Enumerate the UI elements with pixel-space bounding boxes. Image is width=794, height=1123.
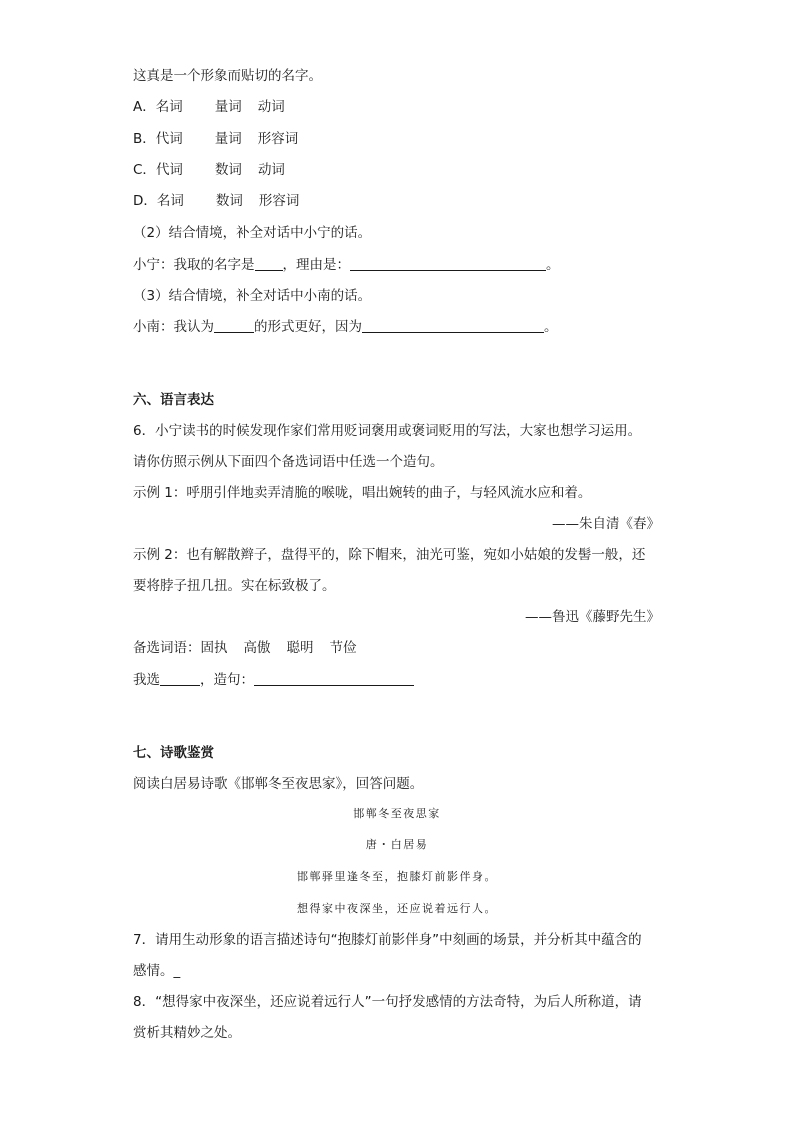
section6-heading: 六、语言表达 xyxy=(133,392,214,408)
answer-blank[interactable] xyxy=(255,256,283,271)
poem-author: 唐・白居易 xyxy=(365,838,429,851)
xiaoning-end: 。 xyxy=(546,257,560,273)
answer-blank[interactable] xyxy=(362,318,544,333)
xiaonan-text: 小南：我认为 xyxy=(133,319,214,335)
option-d xyxy=(133,191,299,211)
option-word: 数词 xyxy=(214,162,242,178)
option-word: 形容词 xyxy=(257,131,299,147)
xiaonan-end: 。 xyxy=(544,319,558,335)
option-word: 形容词 xyxy=(258,193,300,209)
q6-text-2: 请你仿照示例从下面四个备选词语中任选一个造句。 xyxy=(133,454,444,470)
option-word: 量词 xyxy=(214,131,242,147)
answer-blank[interactable] xyxy=(160,671,200,686)
answer-blank[interactable] xyxy=(350,256,546,271)
option-word: 名词 xyxy=(155,99,183,115)
candidate-word: 节俭 xyxy=(329,640,357,656)
q8-text-2: 赏析其精妙之处。 xyxy=(133,1025,241,1041)
answer-blank[interactable] xyxy=(214,318,254,333)
q5-sub3: （3）结合情境，补全对话中小南的话。 xyxy=(133,288,372,304)
option-word: 代词 xyxy=(155,162,183,178)
option-letter: B． xyxy=(133,131,156,147)
option-letter: C． xyxy=(133,162,156,178)
q8-text-1: 8．“想得家中夜深坐，还应说着远行人”一句抒发感情的方法奇特，为后人所称道，请 xyxy=(133,994,642,1010)
poem-line-2: 想得家中夜深坐，还应说着远行人。 xyxy=(297,902,497,915)
option-c xyxy=(133,160,285,180)
q7-text-1: 7．请用生动形象的语言描述诗句“抱膝灯前影伴身”中刻画的场景，并分析其中蕴含的 xyxy=(133,932,642,948)
candidate-word: 固执 xyxy=(200,640,228,656)
poem-line-1: 邯郸驿里逢冬至，抱膝灯前影伴身。 xyxy=(297,870,497,883)
q5-intro: 这真是一个形象而贴切的名字。 xyxy=(133,68,322,84)
option-letter: A． xyxy=(133,99,156,115)
candidates-label: 备选词语： xyxy=(133,640,201,656)
answer-blank[interactable] xyxy=(254,671,414,686)
xiaonan-text-2: 的形式更好，因为 xyxy=(254,319,362,335)
poem-title: 邯郸冬至夜思家 xyxy=(353,807,441,820)
q6-text-1: 6．小宁读书的时候发现作家们常用贬词褒用或褒词贬用的写法，大家也想学习运用。 xyxy=(133,423,642,439)
example-1: 示例 1：呼朋引伴地卖弄清脆的喉咙，唱出婉转的曲子，与轻风流水应和着。 xyxy=(133,485,592,501)
example-2-line-1: 示例 2：也有解散辫子，盘得平的，除下帽来，油光可鉴，宛如小姑娘的发髻一般，还 xyxy=(133,547,646,563)
xiaoning-text: 小宁：我取的名字是 xyxy=(133,257,255,273)
example-1-source: ——朱自清《春》 xyxy=(552,516,660,532)
section7-heading: 七、诗歌鉴赏 xyxy=(133,745,214,761)
xiaoning-line xyxy=(133,255,560,275)
section7-intro: 阅读白居易诗歌《邯郸冬至夜思家》，回答问题。 xyxy=(133,776,424,792)
option-word: 量词 xyxy=(214,99,242,115)
choose-text-2: ，造句： xyxy=(200,672,254,688)
xiaonan-line xyxy=(133,317,558,337)
option-word: 数词 xyxy=(215,193,243,209)
option-word: 动词 xyxy=(257,162,285,178)
example-2-source: ——鲁迅《藤野先生》 xyxy=(525,609,660,625)
choose-text: 我选 xyxy=(133,672,160,688)
example-2-line-2: 要将脖子扭几扭。实在标致极了。 xyxy=(133,578,336,594)
q5-sub2: （2）结合情境，补全对话中小宁的话。 xyxy=(133,225,372,241)
xiaoning-text-2: ，理由是： xyxy=(282,257,350,273)
option-a xyxy=(133,97,285,117)
choose-line xyxy=(133,670,414,690)
option-b xyxy=(133,129,298,149)
option-letter: D． xyxy=(133,193,157,209)
candidate-word: 高傲 xyxy=(243,640,271,656)
option-word: 代词 xyxy=(155,131,183,147)
candidate-word: 聪明 xyxy=(286,640,314,656)
option-word: 动词 xyxy=(257,99,285,115)
q7-text-2: 感情。_ xyxy=(133,963,181,979)
option-word: 名词 xyxy=(156,193,184,209)
candidate-words xyxy=(133,638,357,658)
